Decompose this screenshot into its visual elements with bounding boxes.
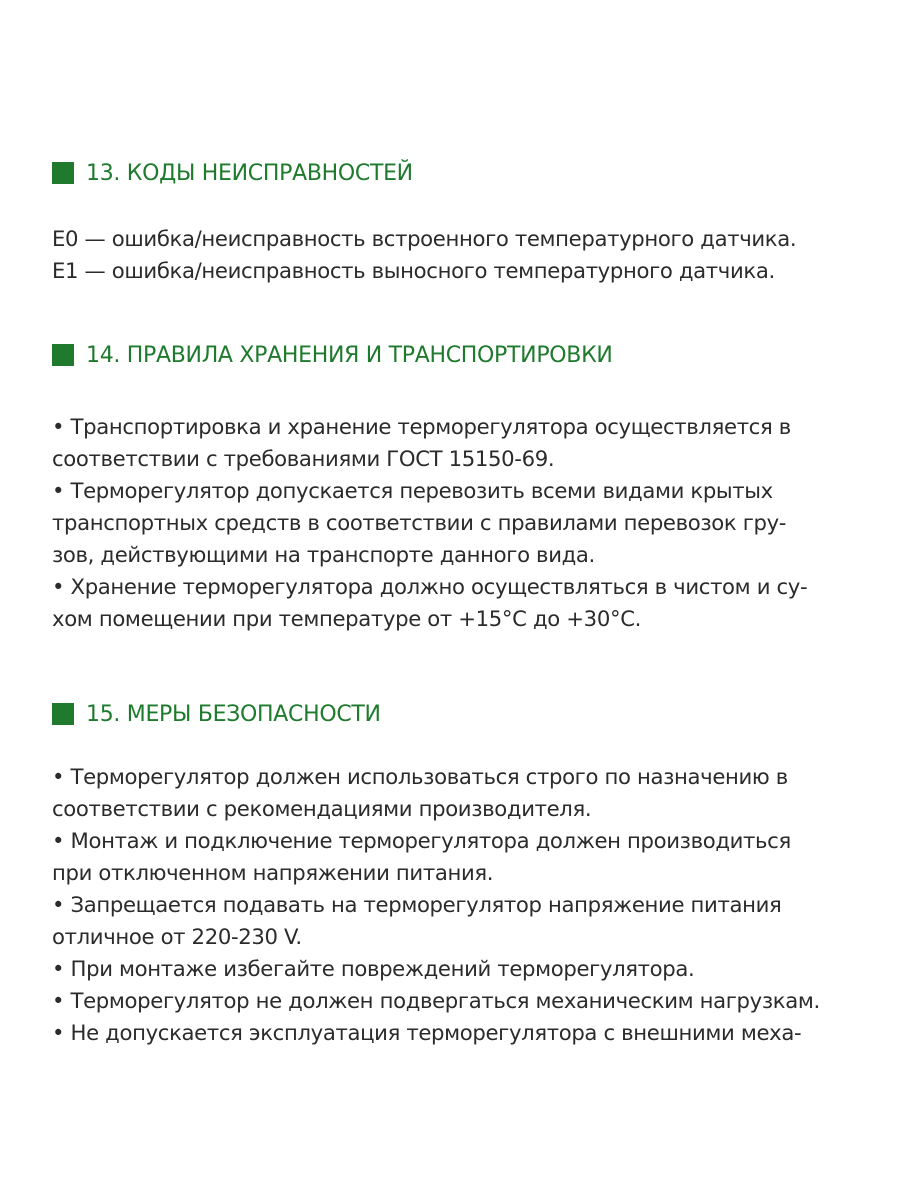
text-line: • Транспортировка и хранение терморегулятора осуществляется в [52, 414, 791, 439]
text-line: соответствии с требованиями ГОСТ 15150-69. [52, 446, 555, 471]
section-title: 15. МЕРЫ БЕЗОПАСНОСТИ [86, 701, 381, 727]
text-line: отличное от 220-230 V. [52, 924, 302, 949]
section-body [52, 761, 820, 1049]
section-storage-transport [52, 339, 852, 631]
section-title: 13. КОДЫ НЕИСПРАВНОСТЕЙ [86, 160, 413, 186]
section-body [52, 223, 796, 287]
text-line: • Не допускается эксплуатация терморегулятора с внешними меха- [52, 1020, 802, 1045]
section-title: 14. ПРАВИЛА ХРАНЕНИЯ И ТРАНСПОРТИРОВКИ [86, 342, 613, 368]
text-line: • Запрещается подавать на терморегулятор напряжение питания [52, 892, 782, 917]
text-line: • Терморегулятор допускается перевозить всеми видами крытых [52, 478, 773, 503]
green-square-bullet-icon [52, 703, 74, 725]
section-fault-codes [52, 157, 852, 283]
text-line: Е1 — ошибка/неисправность выносного температурного датчика. [52, 258, 775, 283]
text-line: зов, действующими на транспорте данного вида. [52, 542, 595, 567]
section-heading [52, 698, 852, 730]
text-line: • Терморегулятор должен использоваться строго по назначению в [52, 764, 788, 789]
green-square-bullet-icon [52, 344, 74, 366]
text-line: • Терморегулятор не должен подвергаться механическим нагрузкам. [52, 988, 820, 1013]
text-line: • При монтаже избегайте повреждений терморегулятора. [52, 956, 695, 981]
section-safety-measures [52, 698, 852, 1045]
green-square-bullet-icon [52, 162, 74, 184]
section-body [52, 411, 807, 635]
text-line: транспортных средств в соответствии с правилами перевозок гру- [52, 510, 787, 535]
text-line: соответствии с рекомендациями производителя. [52, 796, 592, 821]
text-line: • Монтаж и подключение терморегулятора должен производиться [52, 828, 791, 853]
text-line: хом помещении при температуре от +15°С до +30°С. [52, 606, 642, 631]
section-heading [52, 157, 852, 189]
text-line: • Хранение терморегулятора должно осуществляться в чистом и су- [52, 574, 808, 599]
text-line: при отключенном напряжении питания. [52, 860, 494, 885]
text-line: Е0 — ошибка/неисправность встроенного температурного датчика. [52, 226, 797, 251]
section-heading [52, 339, 852, 371]
